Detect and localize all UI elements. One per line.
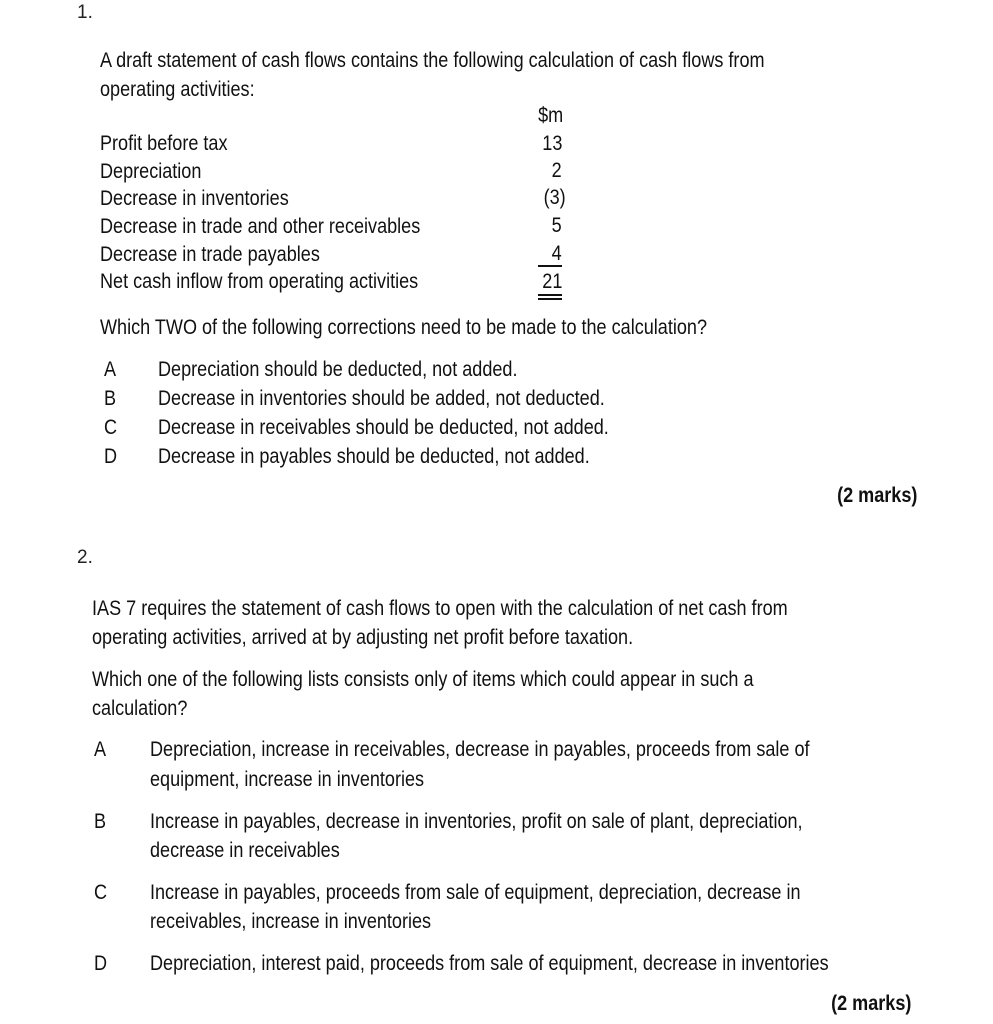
intro-text: operating activities, arrived at by adjusting net profit before taxation.	[92, 626, 634, 649]
option-letter: D	[104, 445, 118, 468]
total-double-rule	[538, 298, 562, 300]
option-letter: C	[94, 881, 108, 904]
option-letter: D	[94, 952, 108, 975]
option-letter: A	[104, 358, 117, 381]
option-text: Depreciation, increase in receivables, decrease in payables, proceeds from sale of	[150, 738, 810, 761]
option-text: receivables, increase in inventories	[150, 910, 432, 933]
table-row-label: Decrease in inventories	[100, 187, 289, 210]
option-text: decrease in receivables	[150, 839, 340, 862]
intro-text: operating activities:	[100, 78, 255, 101]
option-text: Decrease in inventories should be added, not deducted.	[158, 387, 605, 410]
intro-text: IAS 7 requires the statement of cash flows to open with the calculation of net cash from	[92, 597, 788, 620]
marks-label: (2 marks)	[830, 992, 911, 1015]
table-row-label: Depreciation	[100, 160, 202, 183]
option-text: equipment, increase in inventories	[150, 768, 425, 791]
question-text: calculation?	[92, 697, 188, 720]
question-number: 2.	[77, 547, 93, 568]
unit-header: $m	[537, 104, 563, 127]
table-row-label: Decrease in trade and other receivables	[100, 215, 421, 238]
option-text: Decrease in receivables should be deducted, not added.	[158, 416, 609, 439]
option-text: Depreciation should be deducted, not added.	[158, 358, 518, 381]
option-letter: C	[104, 416, 118, 439]
table-row-value: 5	[551, 214, 562, 237]
table-row-label: Net cash inflow from operating activities	[100, 270, 419, 293]
total-double-rule	[538, 294, 562, 296]
option-letter: B	[104, 387, 117, 410]
table-row-value: 4	[551, 242, 562, 265]
table-row-label: Profit before tax	[100, 132, 228, 155]
option-text: Increase in payables, decrease in inventories, profit on sale of plant, depreciation,	[150, 810, 803, 833]
option-letter: A	[94, 738, 107, 761]
question-text: Which one of the following lists consists only of items which could appear in such a	[92, 668, 754, 691]
question-number: 1.	[77, 2, 93, 23]
option-text: Increase in payables, proceeds from sale of equipment, depreciation, decrease in	[150, 881, 801, 904]
table-total-value: 21	[541, 270, 562, 293]
question-text: Which TWO of the following corrections need to be made to the calculation?	[100, 316, 708, 339]
table-row-value: 2	[551, 159, 562, 182]
table-row-value: 13	[541, 132, 562, 155]
option-text: Decrease in payables should be deducted, not added.	[158, 445, 590, 468]
intro-text: A draft statement of cash flows contains the following calculation of cash flows from	[100, 49, 765, 72]
option-text: Depreciation, interest paid, proceeds from sale of equipment, decrease in inventories	[150, 952, 829, 975]
marks-label: (2 marks)	[836, 484, 917, 507]
table-row-value: (3)	[543, 186, 566, 209]
table-row-label: Decrease in trade payables	[100, 243, 320, 266]
option-letter: B	[94, 810, 107, 833]
subtotal-rule	[538, 265, 562, 267]
